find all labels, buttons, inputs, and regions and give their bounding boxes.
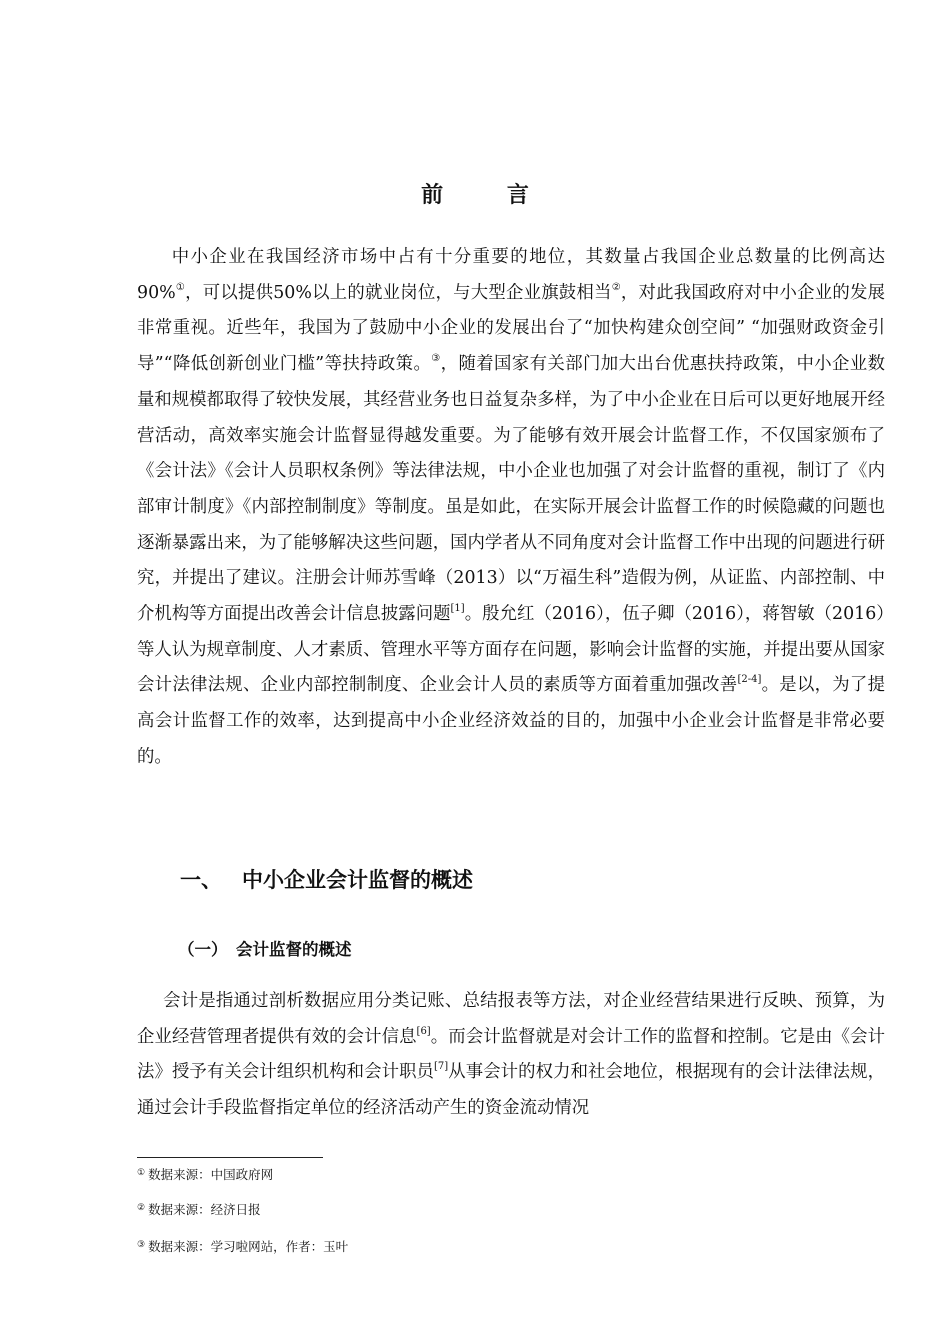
- subsection-title: 会计监督的概述: [236, 940, 352, 959]
- text-run: ，可以提供50%以上的就业岗位，与大型企业旗鼓相当: [185, 282, 612, 303]
- citation-mark: [7]: [434, 1061, 449, 1073]
- subsection-heading: [178, 936, 352, 960]
- text-run: 中小企业在我国经济市场中占有十分重要的地位，其数量占我国企业总数量的比例高达90%: [137, 247, 885, 303]
- citation-mark: ①: [175, 281, 186, 293]
- footnote-mark: ③: [137, 1240, 146, 1250]
- citation-mark: [1]: [450, 603, 465, 615]
- section-heading: [180, 864, 473, 894]
- text-run: 从事会计的权力和社会地位，根据现有的会计法律法规，通过会计手段监督指定单位的经济活动产生的资金流动情况: [137, 1062, 885, 1119]
- footnote-mark: ②: [137, 1203, 146, 1213]
- footnote: [137, 1237, 348, 1255]
- citation-mark: ②: [611, 281, 621, 293]
- citation-mark: [6]: [416, 1025, 431, 1037]
- page-title: 前 言: [421, 183, 557, 208]
- body-paragraph: [137, 984, 885, 1127]
- text-run: 。而会计监督就是对会计工作的监督和控制。它是由《会计法》授予有关会计组织机构和会计职员: [137, 1026, 885, 1083]
- text-run: 。是以，为了提高会计监督工作的效率，达到提高中小企业经济效益的目的，加强中小企业会计监督是非常必要的。: [137, 675, 885, 767]
- text-run: 会计是指通过剖析数据应用分类记账、总结报表等方法，对企业经营结果进行反映、预算，为企业经营管理者提供有效的会计信息: [137, 991, 885, 1047]
- subsection-number: （一）: [178, 940, 228, 959]
- footnote-text: 数据来源：经济日报: [148, 1202, 261, 1217]
- section-number: 一、: [180, 868, 222, 892]
- footnote-text: 数据来源：学习啦网站，作者：玉叶: [148, 1239, 349, 1254]
- section-title: 中小企业会计监督的概述: [242, 868, 473, 892]
- intro-paragraph: [137, 240, 885, 776]
- footnote-text: 数据来源：中国政府网: [148, 1167, 274, 1182]
- text-run: ，随着国家有关部门加大出台优惠扶持政策，中小企业数量和规模都取得了较快发展，其经营业务也日益复杂多样，为了中小企业在日后可以更好地展开经营活动，高效率实施会计监督显得越发重要。为了能够有效开展会计监督工作，不仅国家颁布了《会计法》《会计人员职权条例》等法律法规，中小企业也加强了对会计监督的重视，制订了《内部审计制度》《内部控制制度》等制度。虽是如此，在实际开展会计监督工作的时候隐藏的问题也逐渐暴露出来，为了能够解决这些问题，国内学者从不同角度对会计监督工作中出现的问题进行研究，并提出了建议。注册会计师苏雪峰（2013）以“万福生科”造假为例，从证监、内部控制、中介机构等方面提出改善会计信息披露问题: [137, 354, 885, 625]
- footnote: [137, 1200, 261, 1218]
- footnote: [137, 1165, 273, 1183]
- text-run: ，对此我国政府对中小企业的发展非常重视。近些年，我国为了鼓励中小企业的发展出台了“加快构建众创空间” “加强财政资金引导”“降低创新创业门槛”等扶持政策。: [137, 282, 886, 375]
- citation-mark: [2-4]: [737, 674, 762, 686]
- footnote-mark: ①: [137, 1168, 146, 1178]
- citation-mark: ③: [431, 353, 441, 365]
- text-run: 。殷允红（2016），伍子卿（2016），蒋智敏（2016）等人认为规章制度、人才素质、管理水平等方面存在问题，影响会计监督的实施，并提出要从国家会计法律法规、企业内部控制制度、企业会计人员的素质等方面着重加强改善: [137, 604, 885, 696]
- footnote-divider: [137, 1157, 323, 1158]
